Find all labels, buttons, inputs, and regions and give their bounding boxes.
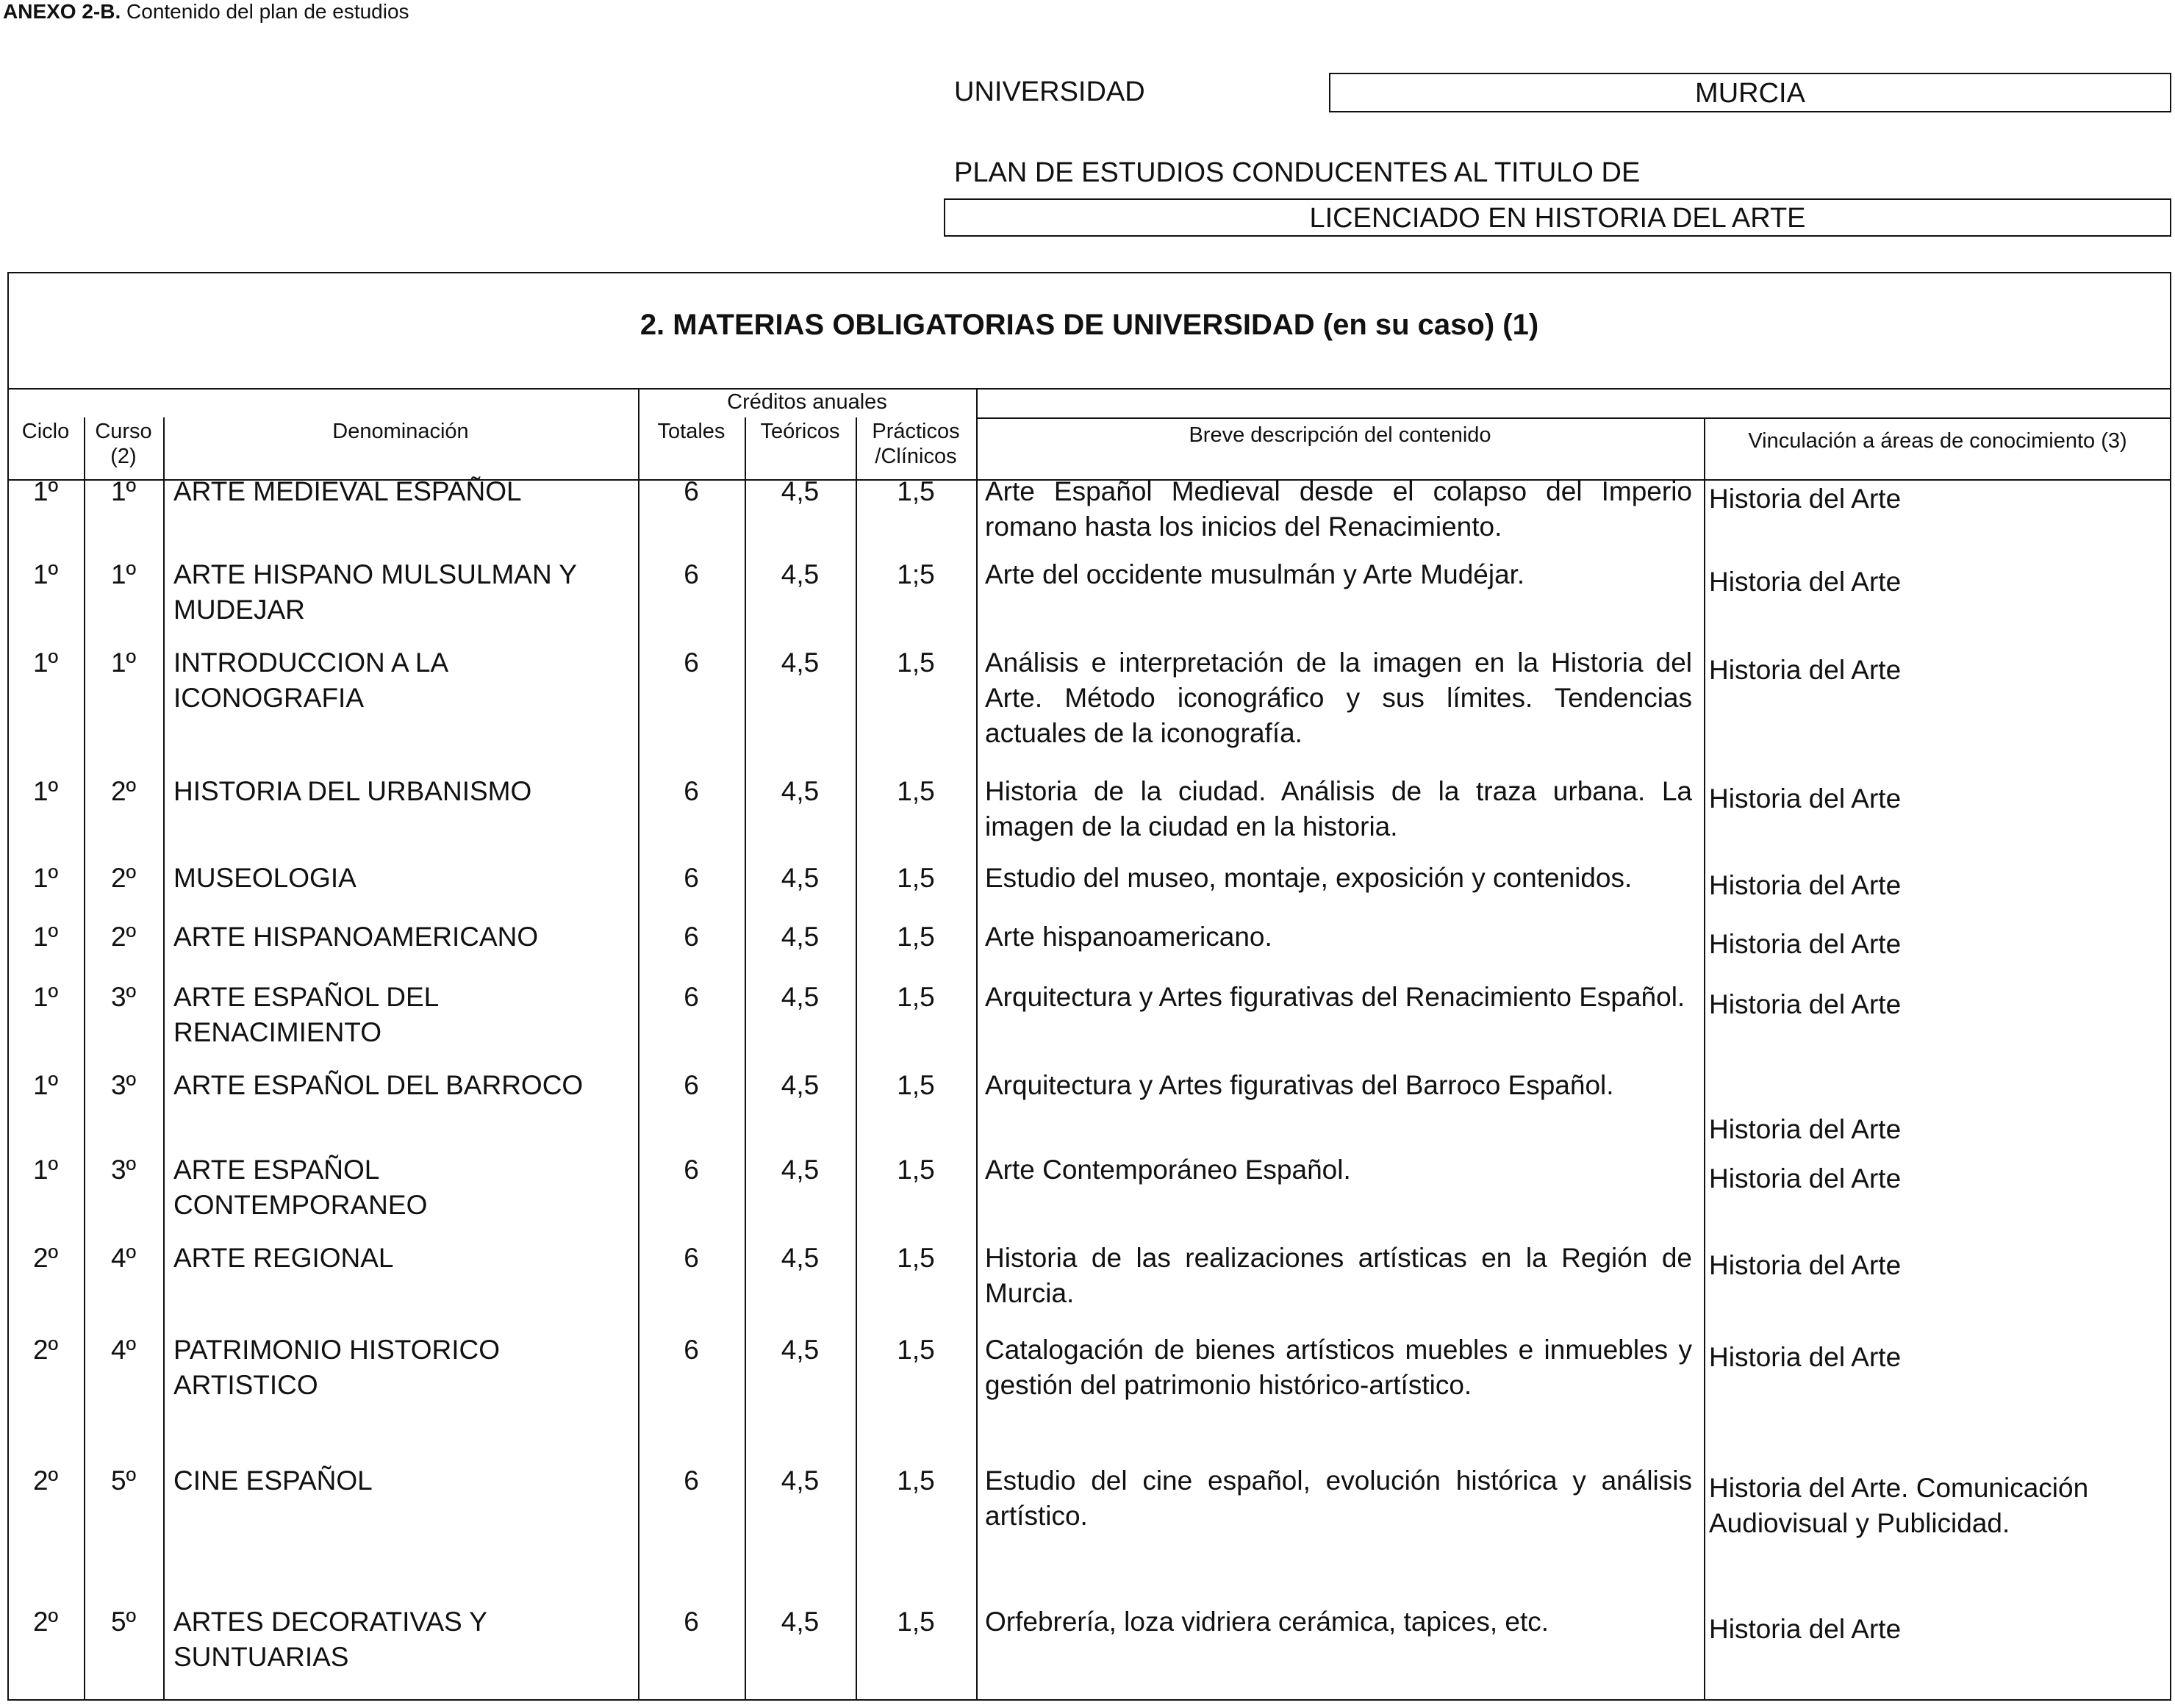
cell-ciclo: 1º (32, 1070, 59, 1100)
cell-curso: 3º (110, 1070, 137, 1100)
cell-ciclo: 1º (32, 982, 59, 1012)
cell-totales: 6 (684, 647, 699, 678)
cell-curso: 1º (110, 476, 137, 506)
col-divider (163, 417, 165, 1701)
header-practicos: Prácticos /Clínicos (872, 420, 960, 468)
cell-vinculacion: Historia del Arte. Comunicación Audiovisual y Publicidad. (1709, 1473, 2089, 1538)
cell-vinculacion: Historia del Arte (1709, 567, 1902, 597)
cell-descripcion: Historia de las realizaciones artísticas en la Región de Murcia. (985, 1243, 1692, 1308)
cell-totales: 6 (684, 1243, 699, 1273)
col-divider (856, 417, 857, 1701)
col-divider (976, 388, 978, 1701)
cell-totales: 6 (684, 1155, 699, 1185)
cell-curso: 1º (110, 647, 137, 678)
cell-denominacion: ARTE HISPANOAMERICANO (173, 922, 539, 952)
cell-teoricos: 4,5 (781, 982, 820, 1012)
cell-teoricos: 4,5 (781, 1465, 820, 1496)
cell-vinculacion: Historia del Arte (1709, 1163, 1902, 1194)
cell-teoricos: 4,5 (781, 476, 820, 506)
cell-vinculacion: Historia del Arte (1709, 1614, 1902, 1644)
university-label: UNIVERSIDAD (954, 76, 1145, 107)
cell-curso: 2º (110, 922, 137, 952)
header-ciclo: Ciclo (21, 420, 70, 443)
cell-teoricos: 4,5 (781, 922, 820, 952)
header-totales: Totales (657, 420, 725, 443)
cell-practicos: 1,5 (897, 1465, 935, 1496)
cell-descripcion: Arte Contemporáneo Español. (985, 1155, 1351, 1185)
cell-teoricos: 4,5 (781, 1155, 820, 1185)
cell-curso: 1º (110, 559, 137, 589)
cell-totales: 6 (684, 1465, 699, 1496)
header-creditos: Créditos anuales (727, 390, 887, 414)
cell-totales: 6 (684, 1335, 699, 1365)
cell-curso: 4º (110, 1243, 137, 1273)
cell-teoricos: 4,5 (781, 776, 820, 806)
cell-practicos: 1,5 (897, 1155, 935, 1185)
cell-denominacion: ARTE MEDIEVAL ESPAÑOL (173, 476, 522, 506)
cell-practicos: 1,5 (897, 1335, 935, 1365)
header-descripcion: Breve descripción del contenido (1189, 423, 1491, 447)
cell-totales: 6 (684, 476, 699, 506)
cell-totales: 6 (684, 982, 699, 1012)
degree-title: LICENCIADO EN HISTORIA DEL ARTE (944, 198, 2171, 237)
cell-vinculacion: Historia del Arte (1709, 870, 1902, 900)
cell-totales: 6 (684, 1070, 699, 1100)
cell-descripcion: Arte del occidente musulmán y Arte Mudéjar. (985, 559, 1525, 589)
col-divider (84, 417, 85, 1701)
cell-totales: 6 (684, 559, 699, 589)
cell-teoricos: 4,5 (781, 1070, 820, 1100)
cell-practicos: 1,5 (897, 1243, 935, 1273)
cell-ciclo: 2º (32, 1243, 59, 1273)
cell-curso: 4º (110, 1335, 137, 1365)
cell-curso: 2º (110, 776, 137, 806)
cell-ciclo: 1º (32, 922, 59, 952)
cell-denominacion: ARTE ESPAÑOL CONTEMPORANEO (173, 1155, 428, 1220)
cell-descripcion: Historia de la ciudad. Análisis de la traza urbana. La imagen de la ciudad en la historia. (985, 776, 1692, 842)
cell-practicos: 1,5 (897, 1607, 935, 1637)
cell-practicos: 1,5 (897, 647, 935, 678)
annex-heading: ANEXO 2-B. Contenido del plan de estudios (3, 0, 409, 23)
header-vinculacion: Vinculación a áreas de conocimiento (3) (1748, 429, 2127, 453)
university-value: MURCIA (1329, 73, 2171, 112)
cell-teoricos: 4,5 (781, 1607, 820, 1637)
cell-descripcion: Análisis e interpretación de la imagen en la Historia del Arte. Método iconográfico y sus límites. Tendencias actuales de la iconografía. (985, 647, 1692, 748)
cell-denominacion: MUSEOLOGIA (173, 863, 356, 893)
credits-divider (976, 417, 2171, 419)
cell-descripcion: Estudio del museo, montaje, exposición y contenidos. (985, 863, 1633, 893)
cell-practicos: 1,5 (897, 863, 935, 893)
cell-descripcion: Arte hispanoamericano. (985, 922, 1272, 952)
cell-denominacion: ARTES DECORATIVAS Y SUNTUARIAS (173, 1607, 487, 1672)
col-divider (1704, 417, 1705, 1701)
cell-denominacion: PATRIMONIO HISTORICO ARTISTICO (173, 1335, 501, 1400)
cell-ciclo: 1º (32, 476, 59, 506)
cell-practicos: 1,5 (897, 476, 935, 506)
cell-practicos: 1,5 (897, 922, 935, 952)
cell-denominacion: HISTORIA DEL URBANISMO (173, 776, 532, 806)
header-teoricos: Teóricos (760, 420, 840, 443)
cell-denominacion: INTRODUCCION A LA ICONOGRAFIA (173, 647, 448, 713)
cell-vinculacion: Historia del Arte (1709, 989, 1902, 1019)
cell-practicos: 1;5 (897, 559, 935, 589)
cell-curso: 5º (110, 1465, 137, 1496)
cell-descripcion: Arte Español Medieval desde el colapso del Imperio romano hasta los inicios del Renacimiento. (985, 476, 1692, 542)
cell-ciclo: 2º (32, 1335, 59, 1365)
cell-teoricos: 4,5 (781, 863, 820, 893)
cell-denominacion: ARTE REGIONAL (173, 1243, 394, 1273)
cell-totales: 6 (684, 776, 699, 806)
cell-totales: 6 (684, 863, 699, 893)
header-divider (7, 388, 2171, 390)
cell-teoricos: 4,5 (781, 647, 820, 678)
cell-vinculacion: Historia del Arte (1709, 929, 1902, 959)
cell-descripcion: Arquitectura y Artes figurativas del Barroco Español. (985, 1070, 1614, 1100)
cell-ciclo: 1º (32, 559, 59, 589)
cell-ciclo: 1º (32, 1155, 59, 1185)
cell-ciclo: 2º (32, 1465, 59, 1496)
col-divider (745, 417, 746, 1701)
plan-label: PLAN DE ESTUDIOS CONDUCENTES AL TITULO DE (954, 157, 1641, 188)
cell-practicos: 1,5 (897, 982, 935, 1012)
cell-teoricos: 4,5 (781, 1243, 820, 1273)
cell-vinculacion: Historia del Arte (1709, 1114, 1902, 1144)
cell-denominacion: ARTE HISPANO MULSULMAN Y MUDEJAR (173, 559, 577, 625)
cell-vinculacion: Historia del Arte (1709, 655, 1902, 685)
cell-curso: 2º (110, 863, 137, 893)
cell-denominacion: ARTE ESPAÑOL DEL RENACIMIENTO (173, 982, 438, 1047)
cell-vinculacion: Historia del Arte (1709, 484, 1902, 514)
cell-vinculacion: Historia del Arte (1709, 783, 1902, 814)
cell-descripcion: Estudio del cine español, evolución histórica y análisis artístico. (985, 1465, 1692, 1531)
cell-practicos: 1,5 (897, 776, 935, 806)
cell-teoricos: 4,5 (781, 559, 820, 589)
section-title: 2. MATERIAS OBLIGATORIAS DE UNIVERSIDAD (en su caso) (1) (639, 309, 1539, 341)
header-curso: Curso (2) (95, 420, 152, 468)
cell-denominacion: CINE ESPAÑOL (173, 1465, 373, 1496)
cell-curso: 3º (110, 982, 137, 1012)
header-denominacion: Denominación (332, 420, 469, 443)
cell-totales: 6 (684, 1607, 699, 1637)
cell-totales: 6 (684, 922, 699, 952)
cell-vinculacion: Historia del Arte (1709, 1250, 1902, 1280)
cell-descripcion: Orfebrería, loza vidriera cerámica, tapices, etc. (985, 1607, 1549, 1637)
cell-curso: 3º (110, 1155, 137, 1185)
cell-vinculacion: Historia del Arte (1709, 1342, 1902, 1372)
cell-curso: 5º (110, 1607, 137, 1637)
cell-ciclo: 2º (32, 1607, 59, 1637)
cell-teoricos: 4,5 (781, 1335, 820, 1365)
cell-ciclo: 1º (32, 863, 59, 893)
cell-denominacion: ARTE ESPAÑOL DEL BARROCO (173, 1070, 584, 1100)
cell-descripcion: Arquitectura y Artes figurativas del Renacimiento Español. (985, 982, 1685, 1012)
cell-practicos: 1,5 (897, 1070, 935, 1100)
cell-descripcion: Catalogación de bienes artísticos muebles e inmuebles y gestión del patrimonio histórico-artístico. (985, 1335, 1692, 1400)
cell-ciclo: 1º (32, 776, 59, 806)
cell-ciclo: 1º (32, 647, 59, 678)
